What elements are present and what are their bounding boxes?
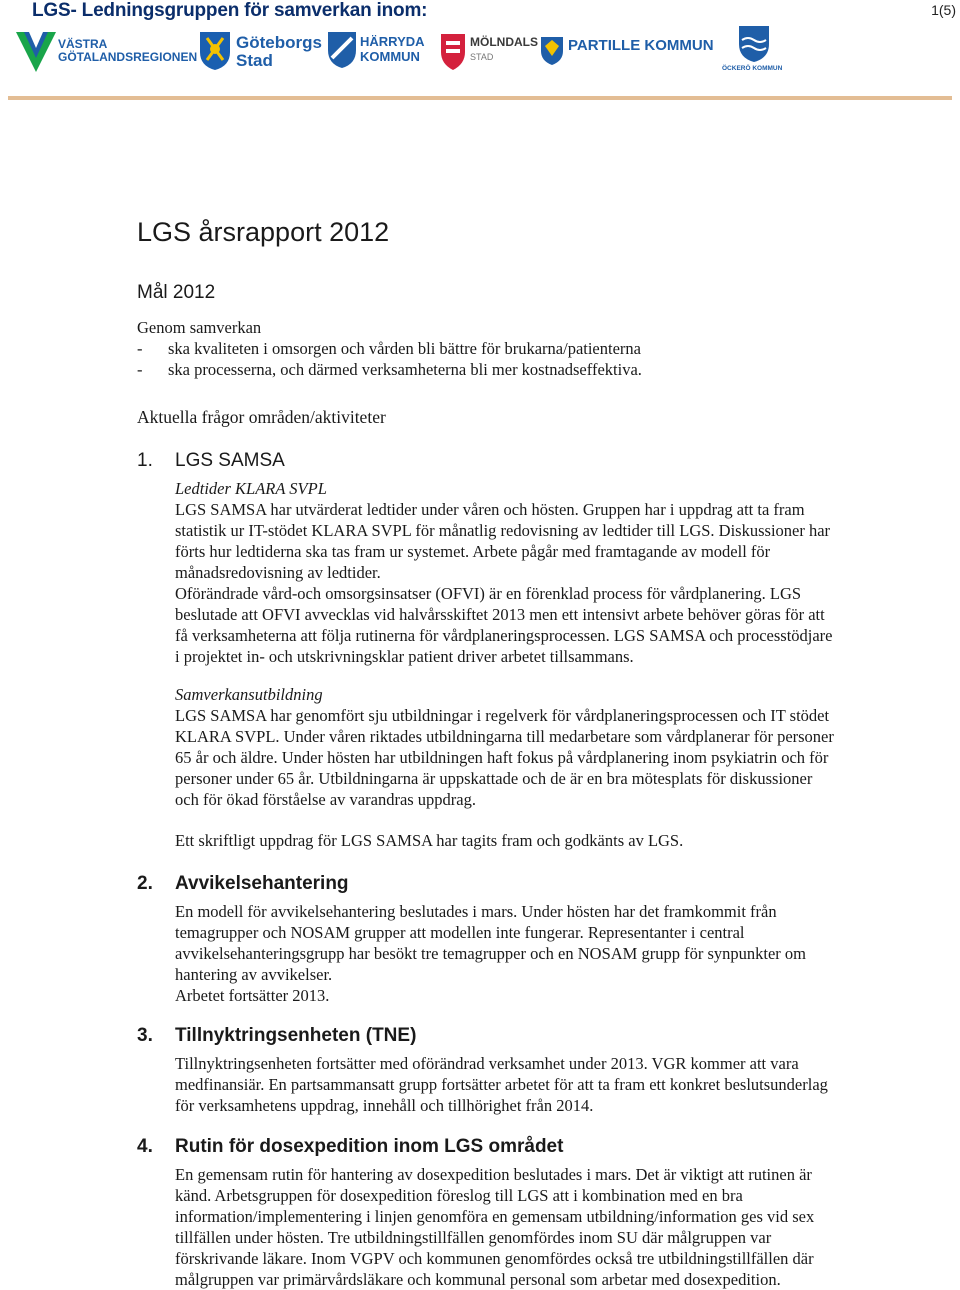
paragraph-line: personer under 65 år. Utbildningarna är uppskattade och de är en bra mötesplats för diskussioner bbox=[175, 769, 813, 788]
partille-crest-icon bbox=[540, 36, 564, 66]
harryda-crest-icon bbox=[326, 30, 358, 70]
goteborg-crest-icon bbox=[196, 28, 234, 72]
section-4-body bbox=[175, 1164, 905, 1290]
paragraph-line: medfinansiär. En partsammansatt grupp fortsätter arbetet för att ta fram ett konkret beslutsunderlag bbox=[175, 1075, 828, 1094]
partille-line-1: PARTILLE KOMMUN bbox=[568, 37, 714, 54]
page-number: 1(5) bbox=[931, 2, 956, 18]
goal-text: ska kvaliteten i omsorgen och vården bli bättre för brukarna/patienterna bbox=[168, 339, 641, 358]
goteborg-line-1: Göteborgs bbox=[236, 33, 322, 52]
goteborg-line-2: Stad bbox=[236, 51, 273, 70]
section-title: Rutin för dosexpedition inom LGS området bbox=[175, 1136, 564, 1157]
paragraph-line: LGS SAMSA har utvärderat ledtider under våren och hösten. Gruppen har i uppdrag att ta fram bbox=[175, 500, 805, 519]
goal-item bbox=[137, 359, 897, 380]
ockero-line-1: ÖCKERÖ KOMMUN bbox=[722, 65, 783, 72]
paragraph-line: och för ökad förståelse av varandras uppdrag. bbox=[175, 790, 477, 809]
goal-item bbox=[137, 338, 897, 359]
section-number: 3. bbox=[137, 1025, 153, 1046]
section-2-body bbox=[175, 901, 905, 1006]
paragraph-line: förts hur ledtiderna ska tas fram ur systemet. Arbete pågår med framtagande av modell för bbox=[175, 542, 771, 561]
goal-bullet: - bbox=[137, 360, 143, 379]
section-title: LGS SAMSA bbox=[175, 450, 285, 471]
header-banner: LGS- Ledningsgruppen för samverkan inom: bbox=[32, 0, 428, 21]
ockero-logo bbox=[722, 24, 784, 76]
molndal-crest-icon bbox=[440, 32, 466, 72]
paragraph-line: månadsredovisning av ledtider. bbox=[175, 563, 381, 582]
section-1-subsection-utbildning bbox=[175, 684, 905, 810]
paragraph-line: KLARA SVPL. Under våren riktades utbildningarna till medarbetare som vårdplanerar för personer bbox=[175, 727, 834, 746]
paragraph-line: Oförändrade vård-och omsorgsinsatser (OFVI) är en förenklad process för vårdplanering. LGS bbox=[175, 584, 802, 603]
vgr-line-1: VÄSTRA bbox=[58, 37, 108, 51]
goal-intro: Genom samverkan bbox=[137, 318, 262, 337]
paragraph-line: Arbetet fortsätter 2013. bbox=[175, 986, 330, 1005]
paragraph-line: beslutade att OFVI avvecklas vid halvårsskiftet 2013 men ett intensivt arbete behöver göras för att bbox=[175, 605, 825, 624]
paragraph-line: avvikelsehanteringsgrupp har besökt tre temagrupper och en NOSAM grupp för synpunkter om bbox=[175, 944, 806, 963]
section-title: Tillnyktringsenheten (TNE) bbox=[175, 1025, 417, 1046]
harryda-logo bbox=[326, 24, 436, 76]
partner-logos bbox=[14, 24, 784, 76]
goal-block bbox=[137, 317, 897, 380]
section-number: 4. bbox=[137, 1136, 153, 1157]
subsection-title: Samverkansutbildning bbox=[175, 685, 323, 704]
molndal-line-1: MÖLNDALS bbox=[470, 35, 538, 49]
paragraph-line: tillfällen under hösten. Tre utbildningstillfällen genomfördes inom SU där målgruppen var bbox=[175, 1228, 772, 1247]
subsection-title: Ledtider KLARA SVPL bbox=[175, 479, 327, 498]
paragraph-line: temagrupper och NOSAM grupper att modellen inte fungerar. Representanter i central bbox=[175, 923, 745, 942]
paragraph-line: information/implementering i linjen genomföra en gemensam utbildning/information ges vid sex bbox=[175, 1207, 815, 1226]
document-title: LGS årsrapport 2012 bbox=[137, 217, 390, 247]
current-heading: Aktuella frågor områden/aktiviteter bbox=[137, 407, 386, 427]
goteborg-logo bbox=[196, 24, 324, 76]
paragraph-line: hantering av avvikelser. bbox=[175, 965, 333, 984]
molndal-logo bbox=[440, 24, 550, 76]
header-divider bbox=[8, 96, 952, 100]
paragraph-line: få verksamheterna att följa rutinerna för vårdplaneringsprocessen. LGS SAMSA och processtödjare bbox=[175, 626, 833, 645]
paragraph-line: för verksamhetens uppdrag, innehåll och tillhörighet från 2014. bbox=[175, 1096, 594, 1115]
vgr-line-2: GÖTALANDSREGIONEN bbox=[58, 50, 198, 64]
paragraph-line: 65 år och äldre. Under hösten har utbildningen haft fokus på vårdplanering inom psykiatrin och för bbox=[175, 748, 829, 767]
paragraph-line: En modell för avvikelsehantering beslutades i mars. Under hösten har det framkommit från bbox=[175, 902, 777, 921]
partille-logo bbox=[540, 24, 720, 76]
paragraph-line: i projektet in- och utskrivningsklar patient driver arbetet tillsammans. bbox=[175, 647, 634, 666]
paragraph-line: LGS SAMSA har genomfört sju utbildningar i regelverk för vårdplaneringsprocessen och IT stödet bbox=[175, 706, 830, 725]
paragraph-line: känd. Arbetsgruppen för dosexpedition föreslog till LGS att i kombination med en bra bbox=[175, 1186, 743, 1205]
ockero-crest-icon bbox=[734, 24, 774, 64]
section-3-body bbox=[175, 1053, 905, 1116]
section-1-closing bbox=[175, 830, 905, 851]
vgr-emblem-icon bbox=[14, 28, 58, 76]
paragraph-line: målgruppen var primärvårdsläkare och kommunal personal som arbetar med dosexpedition. bbox=[175, 1270, 781, 1289]
section-1-subsection-ledtider bbox=[175, 478, 905, 667]
molndal-line-2: STAD bbox=[470, 52, 494, 62]
section-title: Avvikelsehantering bbox=[175, 873, 349, 894]
paragraph-line: Ett skriftligt uppdrag för LGS SAMSA har tagits fram och godkänts av LGS. bbox=[175, 831, 684, 850]
paragraph-line: En gemensam rutin för hantering av dosexpedition beslutades i mars. Det är viktigt att rutinen är bbox=[175, 1165, 812, 1184]
harryda-line-1: HÄRRYDA bbox=[360, 34, 425, 49]
paragraph-line: statistik ur IT-stödet KLARA SVPL för månatlig redovisning av ledtider till LGS. Diskussioner har bbox=[175, 521, 831, 540]
goal-bullet: - bbox=[137, 339, 143, 358]
section-number: 1. bbox=[137, 450, 153, 471]
section-number: 2. bbox=[137, 873, 153, 894]
goal-heading: Mål 2012 bbox=[137, 282, 216, 303]
goal-text: ska processerna, och därmed verksamheterna bli mer kostnadseffektiva. bbox=[168, 360, 642, 379]
paragraph-line: Tillnyktringsenheten fortsätter med oförändrad verksamhet under 2013. VGR kommer att vara bbox=[175, 1054, 799, 1073]
vgr-logo bbox=[14, 24, 198, 76]
paragraph-line: förskrivande läkare. Inom VGPV och kommunen genomfördes också tre utbildningstillfällen där bbox=[175, 1249, 814, 1268]
harryda-line-2: KOMMUN bbox=[360, 49, 420, 64]
